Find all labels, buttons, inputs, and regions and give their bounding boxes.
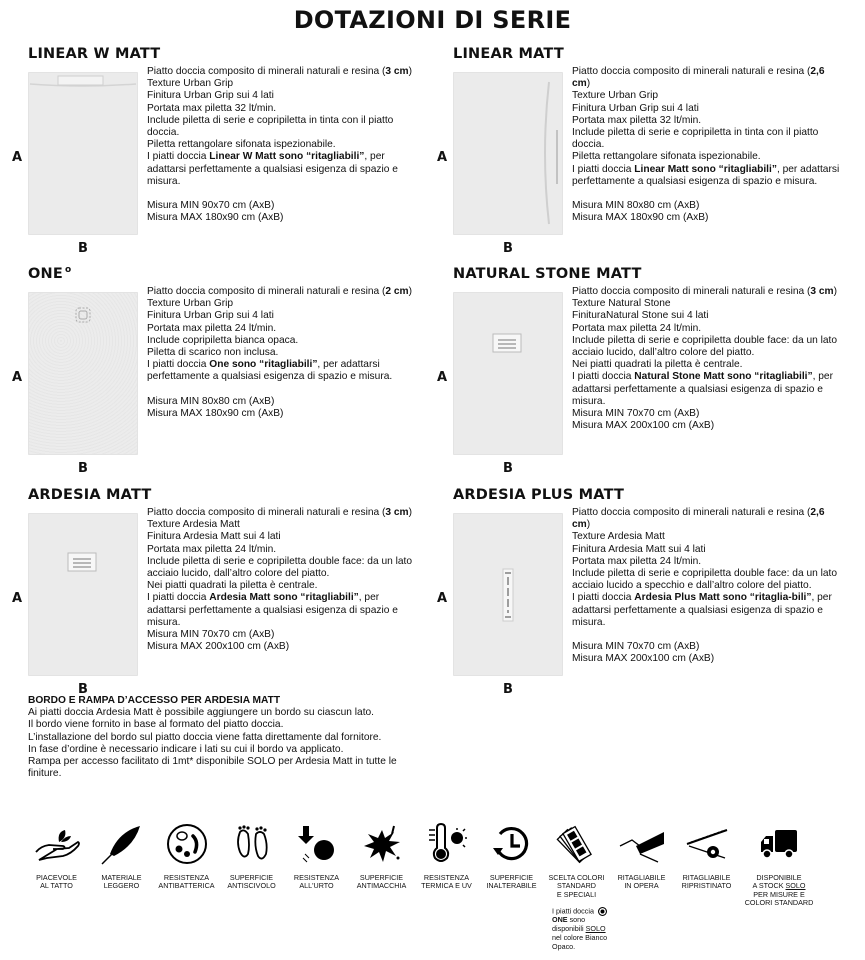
- description-line: Texture Ardesia Matt: [147, 519, 240, 531]
- description-line: Piatto doccia composito di minerali naturali e resina (3 cm): [572, 286, 838, 297]
- dimension-label-a: A: [437, 370, 448, 385]
- description-line: I piatti doccia One sono “ritagliabili”, per adattarsi perfettamente a qualsiasi esigenza di spazio e misura.: [147, 359, 393, 383]
- description-line: Portata max piletta 32 lt/min.: [147, 102, 277, 114]
- description-line: Finitura Ardesia Matt sui 4 lati: [572, 543, 706, 555]
- shower-tray-image: [28, 292, 138, 455]
- size-min: Misura MIN 70x70 cm (AxB): [572, 641, 700, 653]
- feature-label: INALTERABILE: [486, 881, 537, 891]
- feature-label: ANTISCIVOLO: [227, 881, 276, 891]
- product-card: [12, 46, 420, 261]
- bacteria-icon: [163, 822, 211, 866]
- size-max: Misura MAX 200x100 cm (AxB): [572, 420, 715, 432]
- feature-label: MATERIALE: [101, 873, 142, 882]
- shower-tray-image: [453, 292, 563, 455]
- shower-tray-image: [453, 72, 563, 235]
- product-description: [147, 286, 417, 420]
- feature-label: RESISTENZA: [423, 873, 470, 882]
- description-line: Texture Ardesia Matt: [572, 531, 665, 543]
- impact-icon: [293, 822, 341, 866]
- border-ramp-paragraph: Il bordo viene fornito in base al formato del piatto doccia.: [28, 719, 284, 731]
- feature-item: [89, 822, 154, 952]
- feature-item: [349, 822, 414, 952]
- size-max: Misura MAX 180x90 cm (AxB): [147, 212, 284, 224]
- feature-item: [479, 822, 544, 952]
- feature-label: RESISTENZA: [163, 873, 210, 882]
- feature-label: PER MISURE E: [753, 889, 805, 899]
- description-line: Texture Urban Grip: [572, 90, 659, 102]
- delivery-truck-icon: [755, 822, 803, 866]
- feature-label: PIACEVOLE: [36, 873, 77, 882]
- size-max: Misura MAX 180x90 cm (AxB): [147, 407, 284, 419]
- product-card: [437, 487, 845, 702]
- feature-label: SUPERFICIE: [489, 873, 534, 882]
- description-line: Piletta rettangolare sifonata ispezionabile.: [147, 139, 336, 151]
- stain-splash-icon: [358, 822, 406, 866]
- feature-label: ANTIMACCHIA: [356, 881, 407, 891]
- description-line: Piatto doccia composito di minerali naturali e resina (3 cm): [147, 507, 413, 518]
- feature-label: ALL'URTO: [299, 881, 334, 891]
- feature-label: DISPONIBILE: [756, 873, 802, 882]
- shower-tray-image: [28, 72, 138, 235]
- dimension-label-a: A: [12, 150, 23, 165]
- feather-icon: [98, 822, 146, 866]
- footprints-icon: [228, 822, 276, 866]
- feature-item: [739, 822, 819, 952]
- description-line: Finitura Urban Grip sui 4 lati: [147, 310, 274, 322]
- product-description: [147, 66, 417, 224]
- feature-item: [674, 822, 739, 952]
- dimension-label-a: A: [437, 150, 448, 165]
- dimension-label-a: A: [12, 591, 23, 606]
- description-line: Portata max piletta 24 lt/min.: [147, 543, 277, 555]
- feature-label: SUPERFICIE: [229, 873, 274, 882]
- drain-icon: [453, 292, 563, 455]
- description-line: Include piletta di serie e copripiletta double face: da un lato: [572, 334, 838, 346]
- description-line: Portata max piletta 32 lt/min.: [572, 114, 702, 126]
- product-card: [437, 266, 845, 481]
- size-min: Misura MIN 70x70 cm (AxB): [572, 408, 700, 420]
- dimension-label-a: A: [437, 591, 448, 606]
- description-line: Portata max piletta 24 lt/min.: [572, 322, 702, 334]
- feature-item: [414, 822, 479, 952]
- description-line: Texture Urban Grip: [147, 298, 234, 310]
- description-line: I piatti doccia Ardesia Plus Matt sono “ritaglia-bili”, per adattarsi perfettamente a qualsiasi esigenza di spazio e misura.: [572, 592, 832, 628]
- feature-label: SCELTA COLORI: [548, 873, 605, 882]
- dimension-label-b: B: [503, 461, 513, 476]
- cut-restored-icon: [683, 822, 731, 866]
- border-ramp-paragraph: Ai piatti doccia Ardesia Matt è possibile aggiungere un bordo su ciascun lato.: [28, 707, 375, 719]
- feature-label: E SPECIALI: [556, 889, 597, 899]
- feature-label: TERMICA E UV: [421, 881, 472, 891]
- size-min: Misura MIN 80x80 cm (AxB): [147, 395, 275, 407]
- description-line: Include copripiletta bianca opaca.: [147, 334, 299, 346]
- description-line: Piatto doccia composito di minerali naturali e resina (3 cm): [147, 66, 413, 77]
- product-name: ONE $^o$: [28, 265, 72, 282]
- product-description: [572, 286, 842, 432]
- features-row: [24, 822, 854, 952]
- description-line: Finitura Ardesia Matt sui 4 lati: [147, 531, 281, 543]
- description-line: I piatti doccia Ardesia Matt sono “ritagliabili”, per adattarsi perfettamente a qualsiasi esigenza di spazio e misura.: [147, 592, 398, 628]
- drain-icon: [453, 513, 563, 676]
- description-line: Nei piatti quadrati la piletta è centrale.: [572, 359, 743, 371]
- description-line: Texture Natural Stone: [572, 298, 671, 310]
- dimension-label-b: B: [78, 682, 88, 697]
- description-line: Portata max piletta 24 lt/min.: [147, 322, 277, 334]
- hand-leaf-icon: [33, 822, 81, 866]
- dimension-label-b: B: [503, 682, 513, 697]
- size-max: Misura MAX 180x90 cm (AxB): [572, 212, 709, 224]
- description-line: Portata max piletta 24 lt/min.: [572, 555, 702, 567]
- feature-label: LEGGERO: [103, 881, 140, 891]
- border-ramp-paragraph: L’installazione del bordo sul piatto doccia viene fatta direttamente dal fornitore.: [28, 731, 382, 743]
- description-line: acciaio lucido, dall’altro colore del piatto.: [572, 347, 755, 359]
- product-description: [572, 66, 842, 224]
- description-line: Piatto doccia composito di minerali naturali e resina (2,6 cm): [572, 507, 825, 531]
- feature-item: [154, 822, 219, 952]
- border-ramp-paragraph: Rampa per accesso facilitato di 1mt* disponibile SOLO per Ardesia Matt in tutte le finiture.: [28, 756, 397, 780]
- feature-label: RESISTENZA: [293, 873, 340, 882]
- dimension-label-b: B: [78, 461, 88, 476]
- border-ramp-info: [28, 695, 418, 780]
- description-line: Piatto doccia composito di minerali naturali e resina (2,6 cm): [572, 66, 825, 90]
- product-name: ARDESIA MATT: [28, 487, 152, 503]
- feature-label: AL TATTO: [40, 881, 73, 891]
- drain-icon: [28, 72, 138, 235]
- feature-item: [544, 822, 609, 952]
- description-line: Texture Urban Grip: [147, 78, 234, 90]
- description-line: Include piletta di serie e copripiletta double face: da un lato acciaio lucido, dall’altro colore del piatto.: [147, 555, 413, 580]
- color-swatch-icon: [553, 822, 601, 866]
- cut-in-place-icon: [618, 822, 666, 866]
- one-color-note: I piatti doccia ONE sono disponibili SOLO nel colore Bianco Opaco.: [552, 906, 608, 951]
- border-ramp-heading: BORDO E RAMPA D’ACCESSO PER ARDESIA MATT: [28, 695, 281, 706]
- feature-item: [609, 822, 674, 952]
- feature-label: A STOCK SOLO: [752, 881, 806, 891]
- description-line: I piatti doccia Linear W Matt sono “ritagliabili”, per adattarsi perfettamente a qualsiasi esigenza di spazio e misura.: [147, 151, 398, 187]
- shower-tray-image: [453, 513, 563, 676]
- feature-item: [24, 822, 89, 952]
- dimension-label-b: B: [503, 241, 513, 256]
- clock-history-icon: [488, 822, 536, 866]
- description-line: Include piletta di serie e copripiletta in tinta con il piatto doccia.: [147, 114, 394, 139]
- one-logo-mark: o: [64, 265, 72, 275]
- product-description: [147, 507, 417, 653]
- drain-icon: [28, 513, 138, 676]
- description-line: I piatti doccia Linear Matt sono “ritagliabili”, per adattarsi perfettamente a qualsiasi esigenza di spazio e misura.: [572, 163, 840, 187]
- page-title: DOTAZIONI DI SERIE: [293, 6, 572, 34]
- description-line: Finitura Urban Grip sui 4 lati: [572, 102, 699, 114]
- size-max: Misura MAX 200x100 cm (AxB): [147, 641, 290, 653]
- product-name: NATURAL STONE MATT: [453, 266, 642, 282]
- description-line: Include piletta di serie e copripiletta double face: da un lato acciaio lucido a specchio e dall’altro colore del piatto.: [572, 568, 838, 592]
- description-line: Piletta di scarico non inclusa.: [147, 347, 279, 359]
- feature-label: SUPERFICIE: [359, 873, 404, 882]
- thermometer-sun-icon: [423, 822, 471, 866]
- border-ramp-paragraph: In fase d’ordine è necessario indicare i lati su cui il bordo va applicato.: [28, 743, 344, 755]
- size-min: Misura MIN 90x70 cm (AxB): [147, 200, 275, 212]
- product-name: ARDESIA PLUS MATT: [453, 487, 625, 503]
- shower-tray-image: [28, 513, 138, 676]
- drain-icon: [28, 292, 138, 455]
- dimension-label-b: B: [78, 241, 88, 256]
- dimension-label-a: A: [12, 370, 23, 385]
- feature-label: COLORI STANDARD: [744, 898, 814, 908]
- size-min: Misura MIN 70x70 cm (AxB): [147, 629, 275, 641]
- feature-label: IN OPERA: [624, 881, 659, 891]
- feature-item: [219, 822, 284, 952]
- product-description: [572, 507, 842, 665]
- product-card: [12, 487, 420, 702]
- size-max: Misura MAX 200x100 cm (AxB): [572, 653, 715, 665]
- description-line: FinituraNatural Stone sui 4 lati: [572, 310, 709, 322]
- one-logo-icon: [598, 907, 607, 916]
- feature-label: RIPRISTINATO: [681, 881, 732, 891]
- drain-icon: [453, 72, 563, 235]
- feature-label: RITAGLIABILE: [682, 873, 731, 882]
- description-line: Finitura Urban Grip sui 4 lati: [147, 90, 274, 102]
- feature-label: STANDARD: [556, 881, 596, 891]
- description-line: Nei piatti quadrati la piletta è centrale.: [147, 580, 318, 592]
- description-line: Piatto doccia composito di minerali naturali e resina (2 cm): [147, 286, 413, 297]
- description-line: Include piletta di serie e copripiletta in tinta con il piatto doccia.: [572, 127, 819, 151]
- feature-label: ANTIBATTERICA: [158, 881, 215, 891]
- description-line: I piatti doccia Natural Stone Matt sono “ritagliabili”, per adattarsi perfettamente a qualsiasi esigenza di spazio e misura.: [572, 371, 833, 407]
- product-card: [12, 265, 420, 481]
- product-card: [437, 46, 845, 261]
- feature-item: [284, 822, 349, 952]
- product-name: LINEAR MATT: [453, 46, 564, 62]
- size-min: Misura MIN 80x80 cm (AxB): [572, 200, 700, 212]
- product-name: LINEAR W MATT: [28, 46, 161, 62]
- feature-label: RITAGLIABILE: [617, 873, 666, 882]
- description-line: Piletta rettangolare sifonata ispezionabile.: [572, 151, 761, 163]
